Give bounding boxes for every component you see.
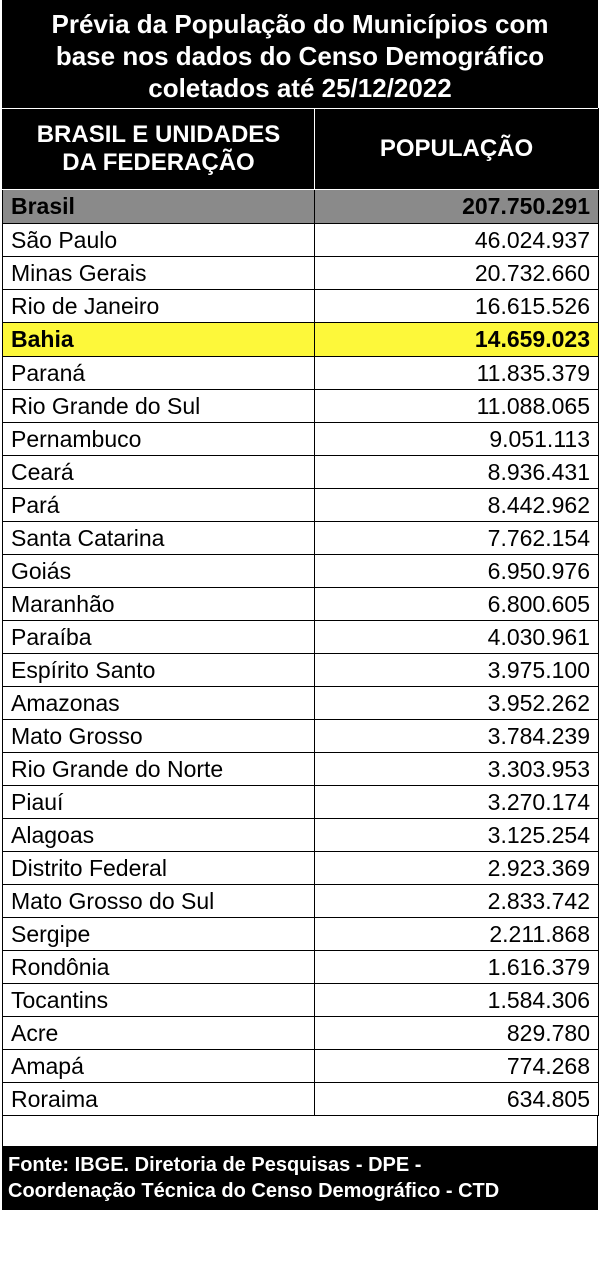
table-row [3, 1017, 599, 1050]
table-gap [2, 1116, 598, 1146]
title-line-3: coletados até 25/12/2022 [148, 73, 452, 103]
region-name-cell: Santa Catarina [3, 522, 315, 555]
region-name-cell: Sergipe [3, 918, 315, 951]
region-name-cell: Pará [3, 489, 315, 522]
population-cell: 3.975.100 [315, 654, 599, 687]
population-cell: 2.923.369 [315, 852, 599, 885]
region-name-cell: Rio Grande do Sul [3, 390, 315, 423]
population-cell: 829.780 [315, 1017, 599, 1050]
population-cell: 2.211.868 [315, 918, 599, 951]
region-name-cell: Alagoas [3, 819, 315, 852]
region-name-cell: Paraná [3, 357, 315, 390]
population-cell: 207.750.291 [315, 190, 599, 224]
table-row [3, 621, 599, 654]
population-cell: 46.024.937 [315, 224, 599, 257]
region-name-cell: Tocantins [3, 984, 315, 1017]
population-cell: 3.270.174 [315, 786, 599, 819]
footer-line-2: Coordenação Técnica do Censo Demográfico - CTD [8, 1180, 500, 1202]
population-cell: 6.800.605 [315, 588, 599, 621]
region-name-cell: Rondônia [3, 951, 315, 984]
population-cell: 2.833.742 [315, 885, 599, 918]
population-cell: 8.936.431 [315, 456, 599, 489]
population-cell: 1.616.379 [315, 951, 599, 984]
table-row [3, 819, 599, 852]
table-row [3, 885, 599, 918]
region-name-cell: Acre [3, 1017, 315, 1050]
table-row [3, 522, 599, 555]
table-row [3, 654, 599, 687]
table-row [3, 720, 599, 753]
region-name-cell: Ceará [3, 456, 315, 489]
population-cell: 3.952.262 [315, 687, 599, 720]
table-row [3, 1083, 599, 1116]
region-name-cell: Minas Gerais [3, 257, 315, 290]
table-row [3, 852, 599, 885]
population-cell: 11.088.065 [315, 390, 599, 423]
region-name-cell: Rio Grande do Norte [3, 753, 315, 786]
table-row [3, 951, 599, 984]
population-cell: 1.584.306 [315, 984, 599, 1017]
table-row [3, 786, 599, 819]
header-region [3, 109, 315, 190]
region-name-cell: Bahia [3, 323, 315, 357]
population-cell: 3.784.239 [315, 720, 599, 753]
region-name-cell: Brasil [3, 190, 315, 224]
table-row [3, 555, 599, 588]
table-row [3, 489, 599, 522]
table-row [3, 357, 599, 390]
region-name-cell: Rio de Janeiro [3, 290, 315, 323]
population-cell: 11.835.379 [315, 357, 599, 390]
table-row [3, 753, 599, 786]
region-name-cell: Mato Grosso do Sul [3, 885, 315, 918]
population-cell: 14.659.023 [315, 323, 599, 357]
region-name-cell: Distrito Federal [3, 852, 315, 885]
population-cell: 3.303.953 [315, 753, 599, 786]
title-line-2: base nos dados do Censo Demográfico [55, 41, 545, 71]
table-row [3, 984, 599, 1017]
region-name-cell: Roraima [3, 1083, 315, 1116]
region-name-cell: Amapá [3, 1050, 315, 1083]
source-footer [2, 1146, 598, 1210]
header-region-line-1: BRASIL E UNIDADES [36, 121, 281, 148]
population-cell: 634.805 [315, 1083, 599, 1116]
population-cell: 7.762.154 [315, 522, 599, 555]
region-name-cell: Mato Grosso [3, 720, 315, 753]
table-row [3, 190, 599, 224]
table-row [3, 423, 599, 456]
region-name-cell: Goiás [3, 555, 315, 588]
population-cell: 774.268 [315, 1050, 599, 1083]
region-name-cell: Paraíba [3, 621, 315, 654]
header-population: POPULAÇÃO [315, 109, 599, 190]
table-row [3, 224, 599, 257]
population-cell: 20.732.660 [315, 257, 599, 290]
table-row [3, 687, 599, 720]
population-table [2, 108, 599, 1116]
table-row [3, 456, 599, 489]
region-name-cell: Amazonas [3, 687, 315, 720]
table-row [3, 390, 599, 423]
population-cell: 3.125.254 [315, 819, 599, 852]
table-row [3, 323, 599, 357]
table-row [3, 290, 599, 323]
region-name-cell: Espírito Santo [3, 654, 315, 687]
title-line-1: Prévia da População do Municípios com [51, 9, 549, 39]
table-row [3, 257, 599, 290]
region-name-cell: Maranhão [3, 588, 315, 621]
population-cell: 4.030.961 [315, 621, 599, 654]
table-title [2, 0, 598, 108]
table-body [3, 190, 599, 1116]
table-row [3, 588, 599, 621]
population-cell: 6.950.976 [315, 555, 599, 588]
table-row [3, 1050, 599, 1083]
population-cell: 8.442.962 [315, 489, 599, 522]
region-name-cell: São Paulo [3, 224, 315, 257]
region-name-cell: Piauí [3, 786, 315, 819]
population-cell: 16.615.526 [315, 290, 599, 323]
footer-line-1: Fonte: IBGE. Diretoria de Pesquisas - DPE - [8, 1154, 422, 1176]
population-table-card [2, 0, 598, 1280]
table-row [3, 918, 599, 951]
region-name-cell: Pernambuco [3, 423, 315, 456]
table-header-row [3, 109, 599, 190]
population-cell: 9.051.113 [315, 423, 599, 456]
header-region-line-2: DA FEDERAÇÃO [62, 149, 255, 176]
